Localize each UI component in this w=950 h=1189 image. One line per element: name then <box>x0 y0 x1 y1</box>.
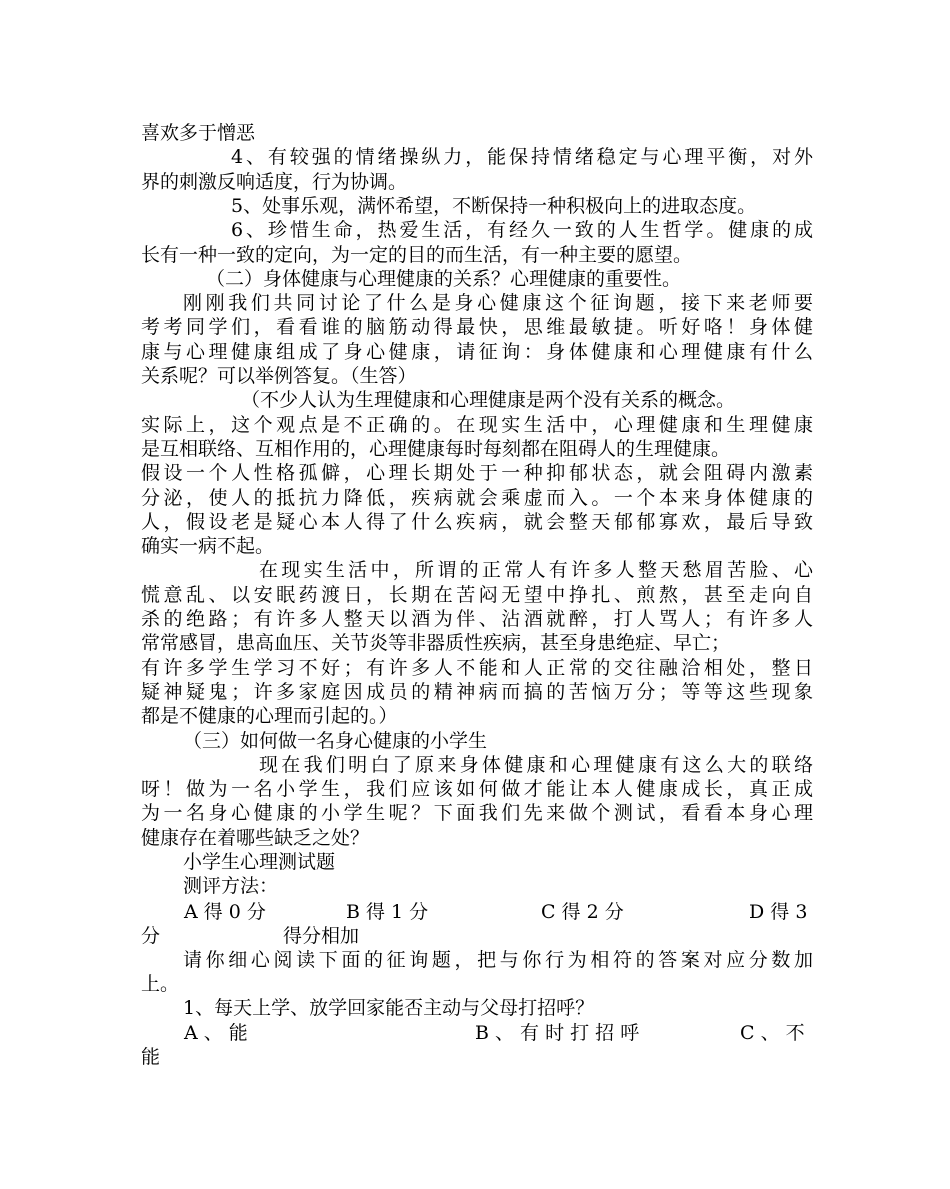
question-1-option-c-wrap: 能 <box>141 1046 161 1068</box>
text-line: 确实一病不起。 <box>141 535 275 557</box>
text-line: （三）如何做一名身心健康的小学生 <box>183 730 488 752</box>
text-line: 常常感冒，患高血压、关节炎等非器质性疾病，甚至身患绝症、早亡； <box>141 632 731 654</box>
text-line: 假设一个人性格孤僻，心理长期处于一种抑郁状态，就会阻碍内激素 <box>141 462 813 484</box>
scoring-option-d: D 得 3 <box>749 901 808 923</box>
text-line: 慌意乱、以安眠药渡日，长期在苦闷无望中挣扎、煎熬，甚至走向自 <box>141 584 813 606</box>
question-1-option-b: B 、 有 时 打 招 呼 <box>475 1022 640 1044</box>
text-line: 分泌，使人的抵抗力降低，疾病就会乘虚而入。一个本来身体健康的 <box>141 487 813 509</box>
instruction-line-2: 上。 <box>141 973 180 995</box>
text-line: 5、处事乐观，满怀希望，不断保持一种积极向上的进取态度。 <box>231 195 757 217</box>
text-line: 测评方法： <box>183 875 279 897</box>
text-line: 考考同学们，看看谁的脑筋动得最快，思维最敏捷。听好咯！身体健 <box>141 316 813 338</box>
text-line: 现在我们明白了原来身体健康和心理健康有这么大的联络 <box>259 754 813 776</box>
text-line: 为一名身心健康的小学生呢？下面我们先来做个测试，看看本身心理 <box>141 802 813 824</box>
text-line: 都是不健康的心理而引起的。） <box>141 705 398 727</box>
text-line: 疑神疑鬼；许多家庭因成员的精神病而搞的苦恼万分；等等这些现象 <box>141 681 813 703</box>
scoring-sum-note: 得分相加 <box>283 925 360 947</box>
scoring-option-b: B 得 1 分 <box>346 901 429 923</box>
scoring-option-c: C 得 2 分 <box>541 901 624 923</box>
text-line: 是互相联络、互相作用的，心理健康每时每刻都在阻碍人的生理健康。 <box>141 438 731 460</box>
question-1-text: 1、每天上学、放学回家能否主动与父母打招呼？ <box>183 997 595 1019</box>
text-line: 健康存在着哪些缺乏之处？ <box>141 827 370 849</box>
text-line: （二）身体健康与心理健康的关系？心理健康的重要性。 <box>206 268 682 290</box>
text-line: 小学生心理测试题 <box>183 851 336 873</box>
text-line: 刚刚我们共同讨论了什么是身心健康这个征询题，接下来老师要 <box>183 292 813 314</box>
instruction-line-1: 请你细心阅读下面的征询题，把与你行为相符的答案对应分数加 <box>183 949 813 971</box>
scoring-option-a: A 得 0 分 <box>184 901 266 923</box>
scoring-option-d-wrap: 分 <box>141 925 161 947</box>
text-line: 在现实生活中，所谓的正常人有许多人整天愁眉苦脸、心 <box>259 559 813 581</box>
text-line: 人，假设老是疑心本人得了什么疾病，就会整天郁郁寡欢，最后导致 <box>141 511 813 533</box>
question-1-option-c: C 、 不 <box>740 1022 805 1044</box>
text-line: 长有一种一致的定向，为一定的目的而生活，有一种主要的愿望。 <box>141 244 693 266</box>
text-line: 关系呢？可以举例答复。（生答） <box>141 365 417 387</box>
text-line: 呀！做为一名小学生，我们应该如何做才能让本人健康成长，真正成 <box>141 778 813 800</box>
text-line: 界的刺激反响适度，行为协调。 <box>141 171 408 193</box>
text-line: 实际上，这个观点是不正确的。在现实生活中，心理健康和生理健康 <box>141 414 813 436</box>
text-line: 4、有较强的情绪操纵力，能保持情绪稳定与心理平衡，对外 <box>231 146 813 168</box>
text-line: 杀的绝路；有许多人整天以酒为伴、沾酒就醉，打人骂人；有许多人 <box>141 608 813 630</box>
text-line: 6、珍惜生命，热爱生活，有经久一致的人生哲学。健康的成 <box>231 219 813 241</box>
text-line: （不少人认为生理健康和心理健康是两个没有关系的概念。 <box>241 389 736 411</box>
question-1-option-a: A 、 能 <box>184 1022 248 1044</box>
text-line: 康与心理健康组成了身心健康，请征询：身体健康和心理健康有什么 <box>141 341 813 363</box>
text-line: 喜欢多于憎恶 <box>141 122 256 144</box>
text-line: 有许多学生学习不好；有许多人不能和人正常的交往融洽相处，整日 <box>141 657 813 679</box>
